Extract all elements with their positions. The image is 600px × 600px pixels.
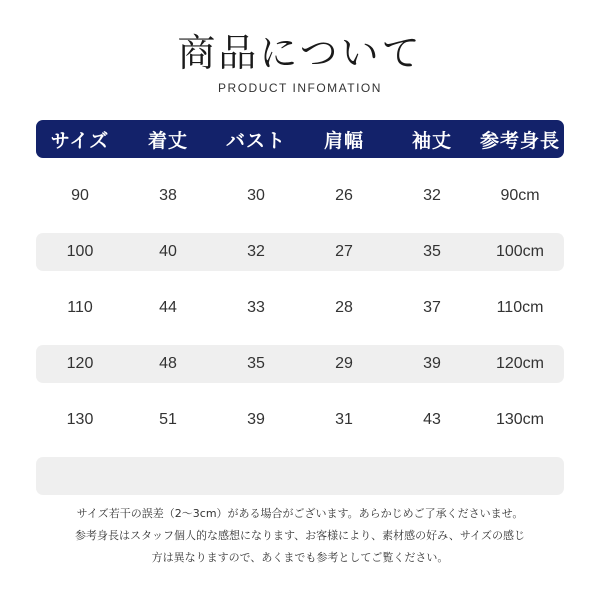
table-cell: 130 [66, 411, 94, 428]
table-cell: 35 [423, 243, 441, 260]
header-height: 参考身長 [479, 129, 560, 152]
table-row [36, 289, 564, 327]
table-cell: 35 [247, 355, 265, 372]
table-cell: 26 [335, 187, 353, 204]
table-cell: 28 [335, 299, 353, 316]
table-row [36, 401, 564, 439]
size-note [30, 503, 570, 569]
header-size: サイズ [50, 129, 110, 152]
note-line: 参考身長はスタッフ個人的な感想になります、お客様により、素材感の好み、サイズの感じ [75, 529, 525, 542]
table-cell: 39 [423, 355, 441, 372]
header-length: 着丈 [147, 129, 188, 152]
table-cell: 39 [247, 411, 265, 428]
table-cell: 90cm [500, 187, 540, 204]
header-shoulder: 肩幅 [323, 129, 364, 152]
table-cell: 48 [159, 355, 177, 372]
table-cell: 30 [247, 187, 265, 204]
table-cell: 110cm [496, 299, 544, 316]
table-cell: 29 [335, 355, 353, 372]
table-row [36, 177, 564, 215]
table-cell: 120 [66, 355, 94, 372]
table-cell: 100cm [495, 243, 545, 260]
table-cell: 51 [159, 411, 177, 428]
page-subtitle: PRODUCT INFOMATION [218, 81, 382, 95]
table-cell: 90 [71, 187, 89, 204]
table-cell: 27 [335, 243, 353, 260]
table-cell: 37 [423, 299, 441, 316]
table-cell: 130cm [495, 411, 545, 428]
table-cell: 120cm [495, 355, 545, 372]
header-bust: バスト [225, 129, 286, 152]
table-cell: 110 [67, 299, 93, 316]
header-sleeve: 袖丈 [411, 129, 452, 152]
table-row [36, 233, 564, 271]
page-title: 商品について [177, 31, 423, 75]
table-cell: 44 [159, 299, 177, 316]
table-cell: 40 [159, 243, 177, 260]
table-cell: 32 [247, 243, 265, 260]
note-line: サイズ若干の誤差（2～3cm）がある場合がございます。あらかじめご了承くださいませ。 [76, 507, 524, 520]
table-cell: 38 [159, 187, 177, 204]
note-line: 方は異なりますので、あくまでも参考としてご覧ください。 [151, 551, 449, 564]
table-cell: 43 [423, 411, 441, 428]
table-header [36, 120, 564, 158]
table-cell: 100 [66, 243, 94, 260]
table-cell: 31 [335, 411, 353, 428]
table-cell: 33 [247, 299, 265, 316]
table-cell: 32 [423, 187, 441, 204]
empty-table-row [36, 457, 564, 495]
table-row [36, 345, 564, 383]
